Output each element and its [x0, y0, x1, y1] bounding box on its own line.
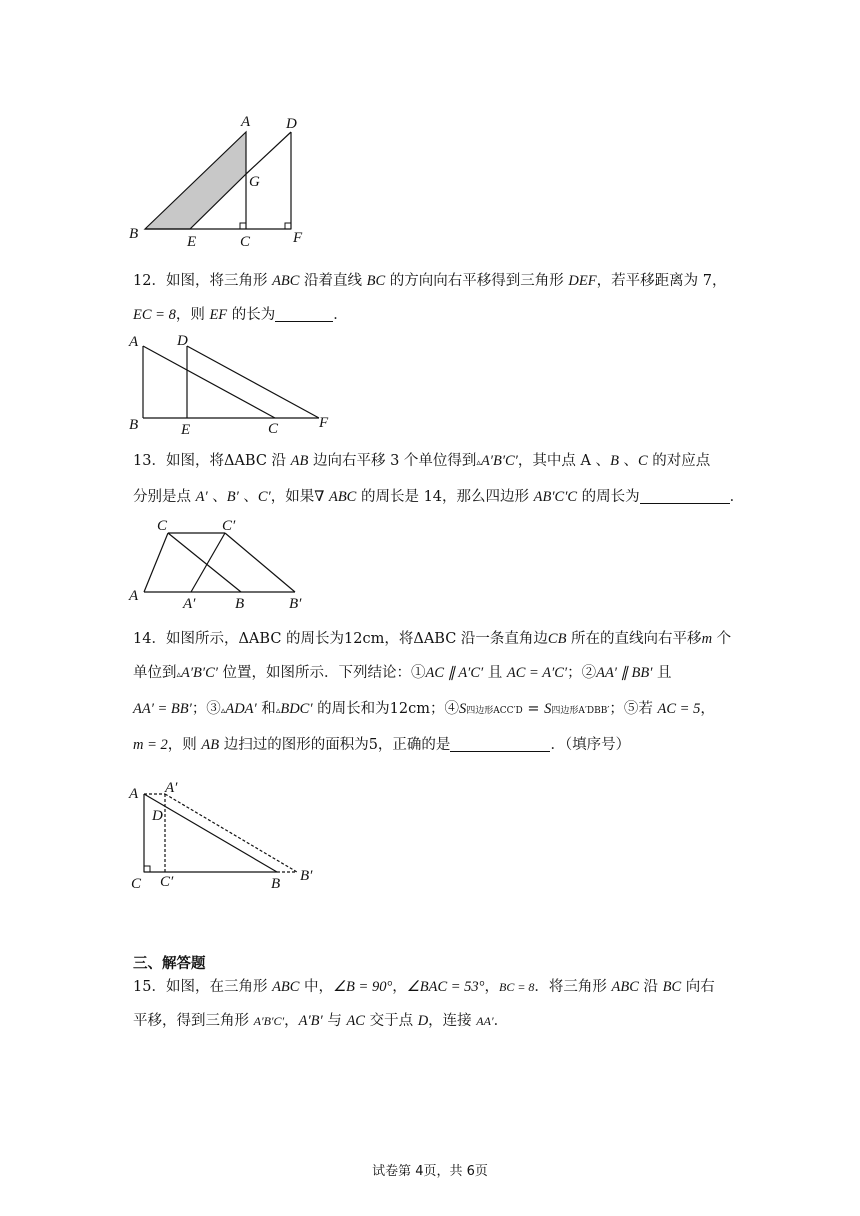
- shaded-region: [145, 132, 246, 229]
- figure-12: [125, 330, 335, 438]
- question-15: 15．如图，在三角形 ABC 中，∠B = 90°，∠BAC = 53°，BC = 8．将三角形 ABC 沿 BC 向右 平移，得到三角形 A′B′C′，A′B′ 与 AC 交于点 D，连接 AA′．: [133, 979, 715, 1029]
- answer-blank-12[interactable]: [275, 303, 333, 322]
- answer-blank-13[interactable]: [640, 485, 730, 504]
- label-c: C: [131, 876, 142, 892]
- label-b: B: [235, 596, 245, 612]
- label-d: D: [177, 333, 188, 349]
- label-bp: B′: [289, 596, 302, 612]
- label-b: B: [129, 417, 139, 433]
- q12-number: 12．: [133, 273, 166, 289]
- segment-apcp: [191, 533, 225, 592]
- label-bp: B′: [300, 868, 313, 884]
- segment-ac: [143, 346, 275, 418]
- segment-cb: [168, 533, 241, 592]
- question-13: 13．如图，将ΔABC 沿 AB 边向右平移 3 个单位得到▵A′B′C′，其中点 A 、B 、C 的对应点 分别是点 A′ 、B′ 、C′，如果∇ ABC 的周长是 14，那么四边形 AB′C′C 的周长为 ．: [133, 453, 745, 505]
- label-e: E: [181, 422, 191, 438]
- label-c: C: [157, 518, 168, 534]
- right-angle-c: [144, 866, 150, 872]
- label-f: F: [319, 415, 329, 431]
- label-f: F: [293, 230, 303, 246]
- segment-ac: [144, 533, 168, 592]
- figure-11: [125, 112, 325, 252]
- section-title: 三、解答题: [133, 956, 206, 972]
- page-footer: 试卷第 4页，共 6页: [372, 1164, 488, 1179]
- segment-cpbp: [225, 533, 295, 592]
- right-angle-f: [285, 223, 291, 229]
- q14-number: 14．: [133, 631, 166, 647]
- label-ap: A′: [165, 780, 178, 796]
- q13-number: 13．: [133, 453, 166, 469]
- figure-14: [125, 778, 335, 893]
- label-d: D: [286, 116, 297, 132]
- q15-number: 15．: [133, 979, 166, 995]
- label-g: G: [249, 174, 260, 190]
- label-b: B: [129, 226, 139, 242]
- label-c: C: [240, 234, 251, 250]
- question-12: 12．如图，将三角形 ABC 沿着直线 BC 的方向向右平移得到三角形 DEF，若平移距离为 7， EC = 8，则 EF 的长为 ．: [133, 273, 727, 323]
- segment-ab: [144, 794, 277, 872]
- label-e: E: [187, 234, 197, 250]
- segment-gd: [246, 132, 291, 174]
- label-b: B: [271, 876, 281, 892]
- label-d: D: [152, 808, 163, 824]
- label-c: C: [268, 421, 279, 437]
- answer-blank-14[interactable]: [450, 733, 550, 752]
- label-cp: C′: [222, 518, 236, 534]
- label-a: A: [129, 786, 139, 802]
- question-14: 14．如图所示，ΔABC 的周长为12cm，将ΔABC 沿一条直角边CB 所在的直线向右平移m 个 单位到▵A′B′C′ 位置，如图所示．下列结论：①AC ∥ A′C′ 且 AC = A′C′；②AA′ ∥ BB′ 且 AA′ = BB′；③▵ADA′ 和▵BDC′ 的周长和为12cm；④S四边形ACC′D = S四边形A′DBB′；⑤若 AC = 5， m = 2，则 AB 边扫过的图形的面积为5，正确的是 ．（填序号）: [133, 631, 732, 753]
- figure-13: [125, 514, 325, 614]
- label-ap: A′: [183, 596, 196, 612]
- label-cp: C′: [160, 874, 174, 890]
- right-angle-c: [240, 223, 246, 229]
- segment-df: [187, 346, 319, 418]
- label-a: A: [129, 588, 139, 604]
- label-a: A: [241, 114, 251, 130]
- label-a: A: [129, 334, 139, 350]
- segment-apbp: [165, 794, 297, 872]
